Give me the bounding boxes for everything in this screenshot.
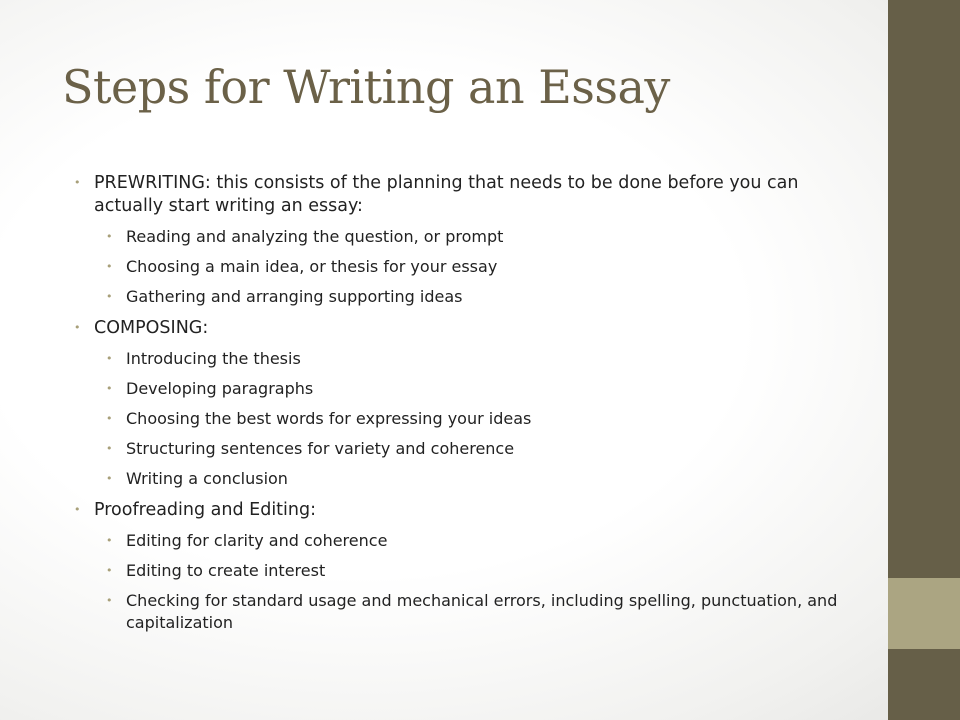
- slide-content: [72, 172, 872, 643]
- decorative-sidebar: [888, 0, 960, 720]
- list-item: [104, 438, 872, 460]
- section-prewriting: [72, 172, 872, 218]
- list-item-text: Writing a conclusion: [126, 469, 288, 488]
- bullet-list: [72, 172, 872, 634]
- section-proofreading: [72, 499, 872, 522]
- bullet-icon: •: [106, 352, 113, 365]
- bullet-icon: •: [74, 176, 81, 189]
- list-item-text: Structuring sentences for variety and coherence: [126, 439, 515, 458]
- list-item-text: Choosing the best words for expressing your ideas: [126, 409, 532, 428]
- prewriting-items: [104, 226, 872, 308]
- list-item-text: Editing to create interest: [126, 561, 326, 580]
- list-item: [104, 378, 872, 400]
- list-item: [104, 256, 872, 278]
- sidebar-band-top: [888, 0, 960, 578]
- list-item-text: Editing for clarity and coherence: [126, 531, 388, 550]
- list-item: [104, 590, 872, 634]
- list-item-text: Checking for standard usage and mechanical errors, including spelling, punctuation, and capitalization: [126, 591, 838, 632]
- list-item-text: Developing paragraphs: [126, 379, 314, 398]
- proofreading-items: [104, 530, 872, 634]
- bullet-icon: •: [106, 290, 113, 303]
- sidebar-band-accent: [888, 578, 960, 649]
- section-heading: Proofreading and Editing:: [94, 500, 316, 520]
- bullet-icon: •: [106, 594, 113, 607]
- list-item-text: Introducing the thesis: [126, 349, 301, 368]
- bullet-icon: •: [106, 230, 113, 243]
- bullet-icon: •: [106, 412, 113, 425]
- bullet-icon: •: [106, 260, 113, 273]
- bullet-icon: •: [106, 472, 113, 485]
- list-item-text: Reading and analyzing the question, or prompt: [126, 227, 504, 246]
- bullet-icon: •: [106, 534, 113, 547]
- bullet-icon: •: [74, 503, 81, 516]
- list-item: [104, 348, 872, 370]
- section-heading: COMPOSING:: [94, 318, 209, 338]
- composing-items: [104, 348, 872, 490]
- slide-title: Steps for Writing an Essay: [62, 60, 670, 114]
- bullet-icon: •: [106, 442, 113, 455]
- list-item: [104, 468, 872, 490]
- bullet-icon: •: [74, 321, 81, 334]
- section-composing: [72, 317, 872, 340]
- list-item-text: Gathering and arranging supporting ideas: [126, 287, 463, 306]
- list-item: [104, 408, 872, 430]
- list-item: [104, 560, 872, 582]
- bullet-icon: •: [106, 564, 113, 577]
- list-item: [104, 226, 872, 248]
- sidebar-band-bottom: [888, 649, 960, 720]
- bullet-icon: •: [106, 382, 113, 395]
- section-heading: PREWRITING: this consists of the planning that needs to be done before you can actually start writing an essay:: [94, 173, 799, 216]
- list-item: [104, 286, 872, 308]
- list-item: [104, 530, 872, 552]
- list-item-text: Choosing a main idea, or thesis for your essay: [126, 257, 498, 276]
